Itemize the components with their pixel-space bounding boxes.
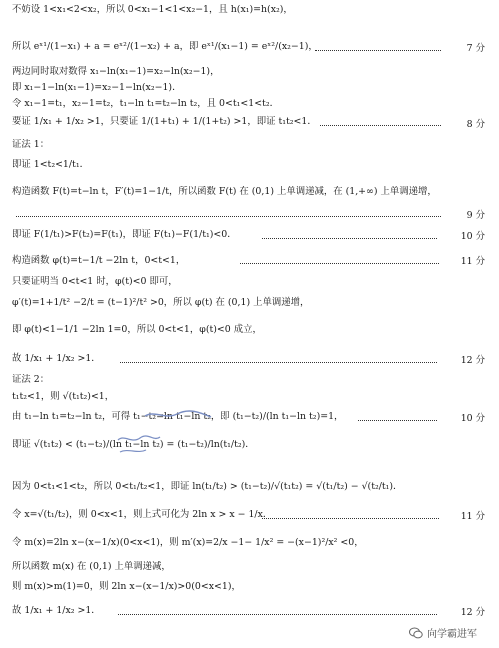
line-5: 令 x₁−1=t₁，x₂−1=t₂，t₁−ln t₁=t₂−ln t₂，且 0<t₁<1<t₂． — [12, 98, 279, 109]
line-6: 要证 1/x₁ + 1/x₂ >1，只要证 1/(1+t₁) + 1/(1+t₂) >1，即证 t₁t₂<1． — [12, 116, 317, 127]
line-14: 即 φ(t)<1−1/1 −2ln 1=0，所以 0<t<1，φ(t)<0 成立， — [12, 324, 262, 335]
score-7: 7 分 — [466, 43, 485, 54]
handwritten-scribble-2 — [116, 432, 164, 458]
line-25: 故 1/x₁ + 1/x₂ >1． — [12, 605, 101, 616]
line-17: t₁t₂<1，则 √(t₁t₂)<1， — [12, 391, 115, 402]
score-10b: 10 分 — [460, 413, 485, 424]
line-24: 则 m(x)>m(1)=0，则 2ln x−(x−1/x)>0(0<x<1)， — [12, 581, 241, 592]
watermark — [409, 625, 477, 640]
wechat-icon — [409, 627, 423, 639]
line-16: 证法 2： — [12, 374, 50, 385]
line-19: 即证 √(t₁t₂) < (t₁−t₂)/(ln t₁−ln t₂) = (t₁−t₂)/ln(t₁/t₂)． — [12, 439, 255, 450]
score-11: 11 分 — [460, 256, 485, 267]
line-18: 由 t₁−ln t₁=t₂−ln t₂，可得 t₁−t₂=ln t₁−ln t₂，即 (t₁−t₂)/(ln t₁−ln t₂)=1， — [12, 411, 344, 422]
score-12: 12 分 — [460, 355, 485, 366]
watermark-text: 向学霸进军 — [427, 629, 477, 640]
line-2: 所以 eˣ¹/(1−x₁) + a = eˣ²/(1−x₂) + a，即 eˣ¹/(x₁−1) = eˣ²/(x₂−1)， — [12, 41, 318, 52]
line-23: 所以函数 m(x) 在 (0,1) 上单调递减， — [12, 561, 171, 572]
score-8: 8 分 — [466, 119, 485, 130]
score-12b: 12 分 — [460, 607, 485, 618]
line-13: φ′(t)=1+1/t² −2/t = (t−1)²/t² >0，所以 φ(t) 在 (0,1) 上单调递增， — [12, 297, 310, 308]
line-12: 只要证明当 0<t<1 时，φ(t)<0 即可， — [12, 276, 178, 287]
line-15: 故 1/x₁ + 1/x₂ >1． — [12, 353, 101, 364]
line-4: 即 x₁−1−ln(x₁−1)=x₂−1−ln(x₂−1)． — [12, 82, 182, 93]
score-9: 9 分 — [466, 210, 485, 221]
line-11: 构造函数 φ(t)=t−1/t −2ln t，0<t<1， — [12, 255, 186, 266]
line-1: 不妨设 1<x₁<2<x₂，所以 0<x₁−1<1<x₂−1，且 h(x₁)=h(x₂)， — [12, 4, 293, 15]
line-21: 令 x=√(t₁/t₂)，则 0<x<1，则上式可化为 2ln x > x − 1/x． — [12, 509, 273, 520]
score-11b: 11 分 — [460, 511, 485, 522]
handwritten-scribble-1 — [143, 408, 215, 422]
line-20: 因为 0<t₁<1<t₂，所以 0<t₁/t₂<1，即证 ln(t₁/t₂) > (t₁−t₂)/√(t₁t₂) = √(t₁/t₂) − √(t₂/t₁)． — [12, 481, 403, 492]
line-10: 即证 F(1/t₁)>F(t₂)=F(t₁)，即证 F(t₁)−F(1/t₁)<0． — [12, 229, 237, 240]
line-7: 证法 1： — [12, 139, 50, 150]
score-10: 10 分 — [460, 231, 485, 242]
line-3: 两边同时取对数得 x₁−ln(x₁−1)=x₂−ln(x₂−1)， — [12, 66, 220, 77]
line-9: 构造函数 F(t)=t−ln t，F′(t)=1−1/t，所以函数 F(t) 在 (0,1) 上单调递减，在 (1,+∞) 上单调递增， — [12, 186, 437, 197]
line-22: 令 m(x)=2ln x−(x−1/x)(0<x<1)，则 m′(x)=2/x −1− 1/x² = −(x−1)²/x² <0， — [12, 537, 364, 548]
line-8: 即证 1<t₂<1/t₁． — [12, 159, 89, 170]
